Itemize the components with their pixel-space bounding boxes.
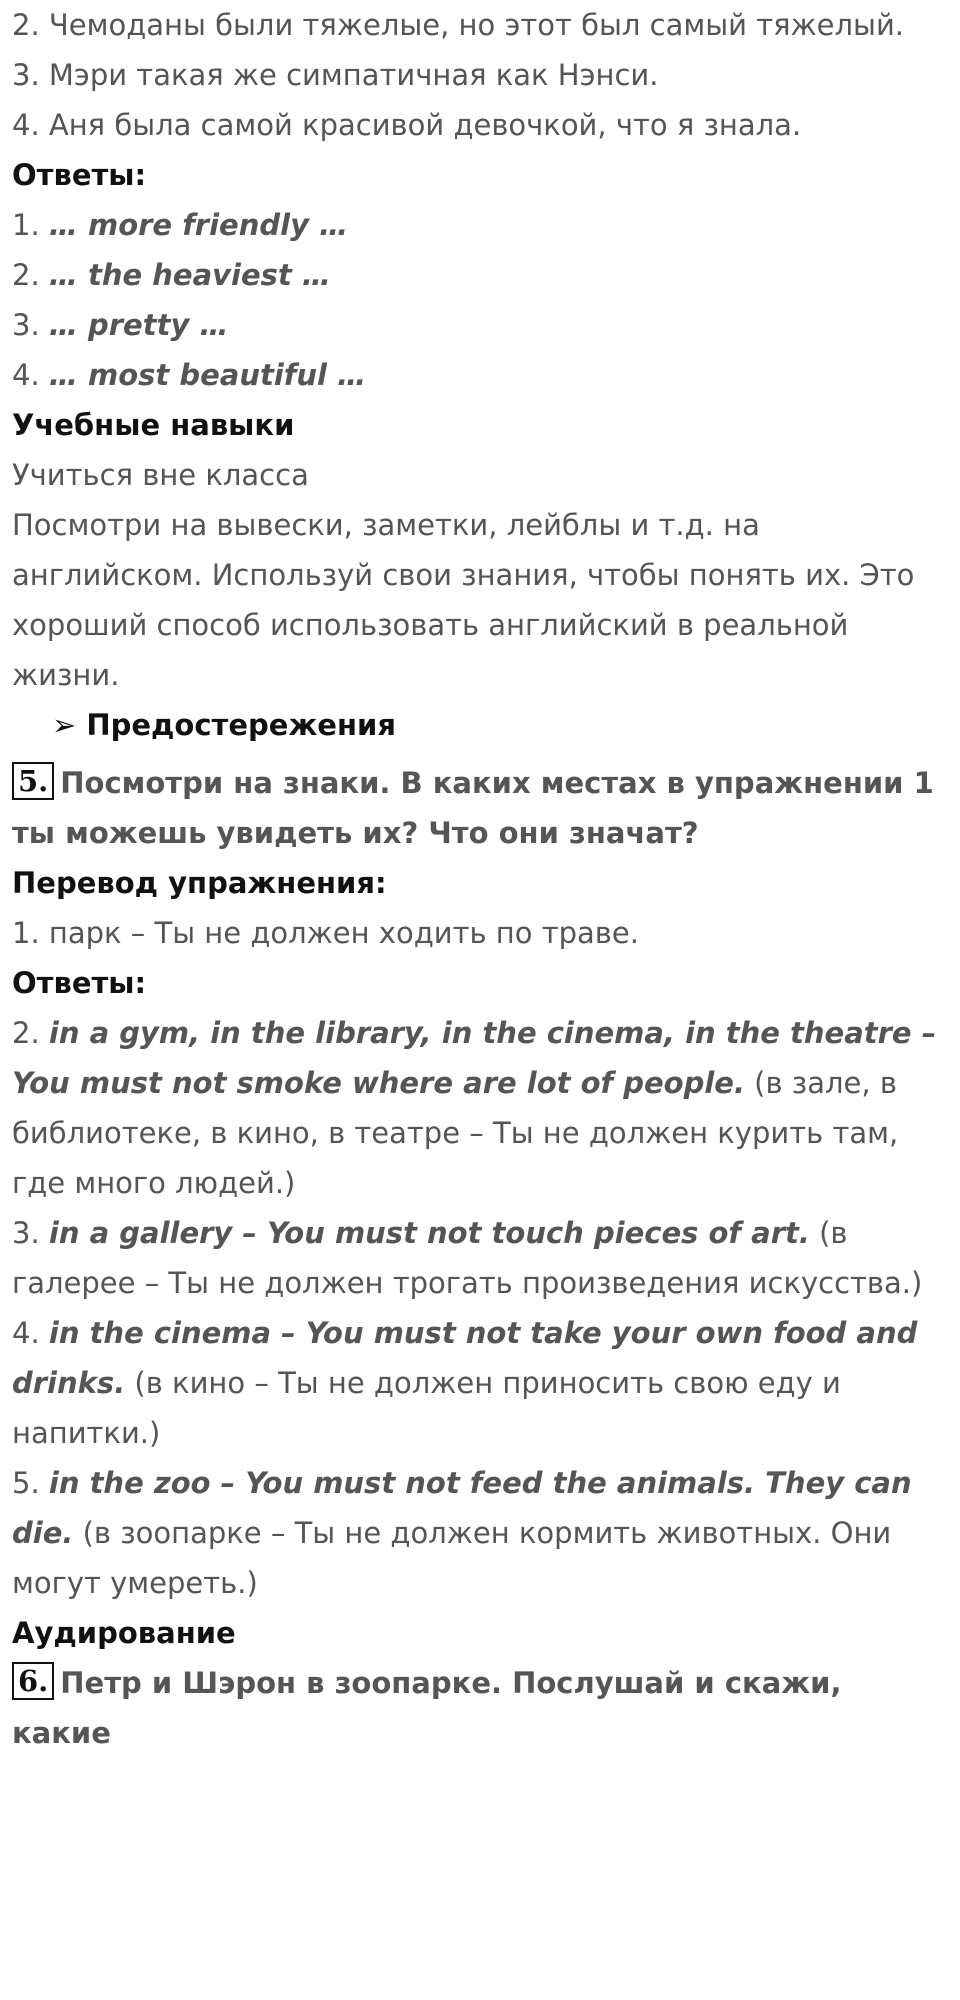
skills-heading: Учебные навыки [12,408,295,442]
answer-english: in a gallery – You must not touch pieces of art. [48,1216,810,1250]
skills-text: Посмотри на вывески, заметки, лейблы и т.д. на английском. Используй свои знания, чтобы понять их. Это хороший способ использовать английский в реальной жизни. [12,508,915,692]
translation-item-1: 1. парк – Ты не должен ходить по траве. [12,916,639,950]
answer-number: 3. [12,1216,49,1250]
task-6-text: Петр и Шэрон в зоопарке. Послушай и скажи, какие [12,1666,842,1750]
warnings-bullet [52,700,948,750]
answer-text: … pretty … [48,308,229,342]
answer-item-4 [12,350,948,400]
answers-heading-2: Ответы: [12,966,147,1000]
task-number-box: 6. [12,1662,54,1700]
answer-number: 3. [12,308,49,342]
sentence-3: 3. Мэри такая же симпатичная как Нэнси. [12,58,659,92]
answer2-item-3 [12,1208,948,1308]
answer2-item-5 [12,1458,948,1608]
answer-translation: (в зоопарке – Ты не должен кормить животных. Они могут умереть.) [12,1516,892,1600]
answer-translation: (в кино – Ты не должен приносить свою еду и напитки.) [12,1366,841,1450]
task-5-text: Посмотри на знаки. В каких местах в упражнении 1 ты можешь увидеть их? Что они значат? [12,766,934,850]
answer-item-2 [12,250,948,300]
answer-text: … the heaviest … [48,258,331,292]
answer-translation: (в зале, в библиотеке, в кино, в театре – Ты не должен курить там, где много людей.) [12,1066,899,1200]
answer-number: 2. [12,258,49,292]
answer-number: 1. [12,208,49,242]
skills-subtitle: Учиться вне класса [12,458,309,492]
sentence-4: 4. Аня была самой красивой девочкой, что я знала. [12,108,802,142]
answer-item-1 [12,200,948,250]
arrow-bullet-icon: ➢ [52,708,77,742]
answer2-item-2 [12,1008,948,1208]
answer-number: 4. [12,358,49,392]
answer2-item-4 [12,1308,948,1458]
answer-text: … most beautiful … [48,358,367,392]
task-number-box: 5. [12,762,54,800]
listening-heading: Аудирование [12,1616,236,1650]
sentence-2: 2. Чемоданы были тяжелые, но этот был самый тяжелый. [12,8,905,42]
answer-english: in the cinema – You must not take your own food and drinks. [12,1316,918,1400]
answer-item-3 [12,300,948,350]
answers-heading: Ответы: [12,158,147,192]
task-5 [12,758,948,858]
translation-heading: Перевод упражнения: [12,866,387,900]
task-6 [12,1658,948,1758]
answer-text: … more friendly … [48,208,349,242]
answer-translation: (в галерее – Ты не должен трогать произведения искусства.) [12,1216,923,1300]
answer-english: in the zoo – You must not feed the animals. They can die. [12,1466,912,1550]
warnings-label: Предостережения [86,708,396,742]
answer-english: in a gym, in the library, in the cinema, in the theatre – You must not smoke where are lot of people. [12,1016,937,1100]
answer-number: 5. [12,1466,49,1500]
answer-number: 4. [12,1316,49,1350]
answer-number: 2. [12,1016,49,1050]
